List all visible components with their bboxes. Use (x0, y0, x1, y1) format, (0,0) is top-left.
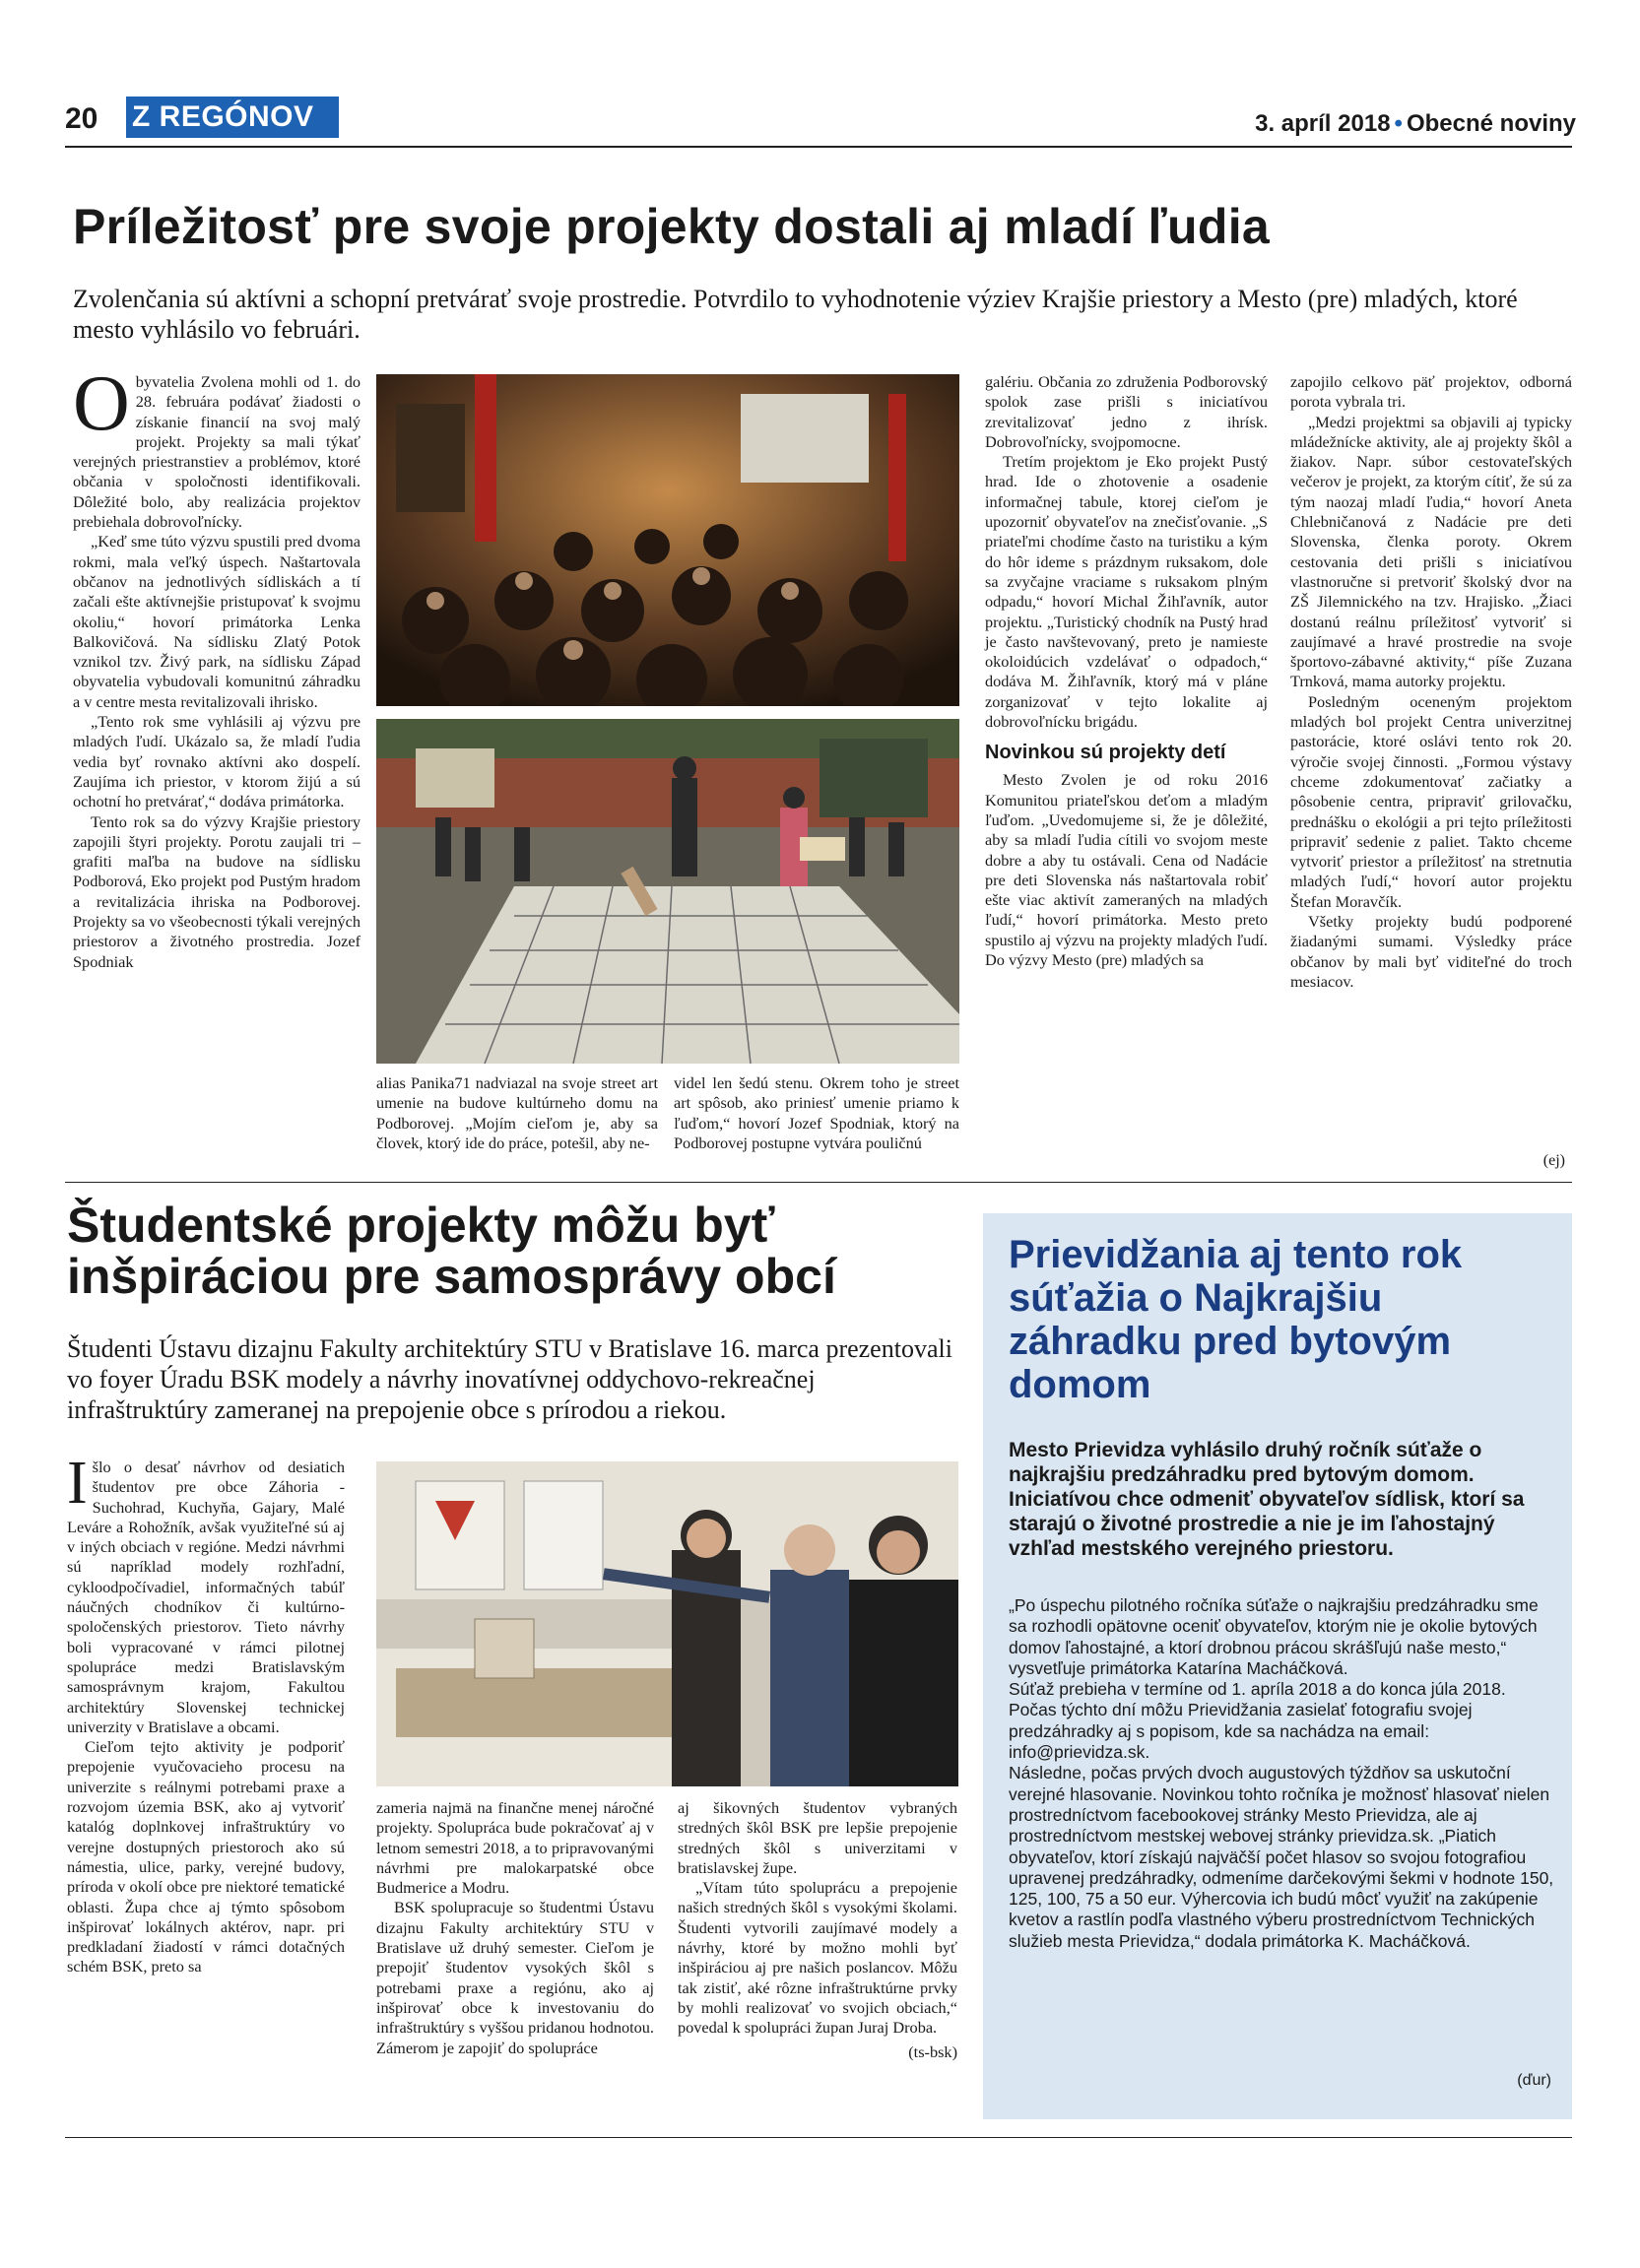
article2-column-1 (67, 1450, 345, 1977)
page-number: 20 (65, 102, 98, 135)
article1-paragraph: zapojilo celkovo päť projektov, odborná porota vybrala tri. (1290, 372, 1572, 412)
article2-photo-exhibition (376, 1461, 958, 1786)
article1-column-2 (376, 1073, 658, 1153)
article2-paragraph: aj šikovných študentov vybraných stredných škôl BSK pre lepšie prepojenie stredných škôl s univerzitami v bratislavskej župe. (678, 1798, 957, 1877)
publication-name: Obecné noviny (1406, 110, 1576, 137)
footer-rule (65, 2137, 1572, 2138)
article1-paragraph: alias Panika71 nadviazal na svoje street art umenie na budove kultúrneho domu na Podborovej. „Mojím cieľom je, aby sa človek, ktorý ide do práce, potešil, aby ne- (376, 1073, 658, 1152)
article2-lead: Študenti Ústavu dizajnu Fakulty architektúry STU v Bratislave 16. marca prezentovali vo foyer Úradu BSK modely a návrhy inovatívnej oddychovo-rekreačnej infraštruktúry zameranej na prepojenie obce s prírodou a riekou. (67, 1334, 952, 1424)
article1-lead: Zvolenčania sú aktívni a schopní pretvárať svoje prostredie. Potvrdilo to vyhodnotenie výziev Krajšie priestory a Mesto (pre) mladých, ktoré mesto vyhlásilo vo februári. (73, 285, 1518, 344)
article1-signature: (ej) (1542, 1152, 1565, 1169)
article1-column-4 (985, 372, 1268, 970)
article2-dropcap: I (67, 1450, 88, 1517)
sidebar-headline: Prievidžania aj tento rok súťažia o Najkrajšiu záhradku pred bytovým domom (1009, 1233, 1463, 1406)
section-label: Z REGÓNOV (126, 97, 339, 138)
article2-paragraph: šlo o desať návrhov od desiatich študentov pre obce Záhoria - Suchohrad, Kuchyňa, Gajary, Malé Leváre a Rohožník, avšak využiteľné sú aj v iných obciach v regióne. Medzi návrhmi sú napríklad modely rozhľadní, cykloodpočívadiel, informačných tabúľ náučných chodníkov či kultúrno-spoločenských priestorov. Tieto návrhy boli vypracované v rámci pilotnej spolupráce medzi Bratislavským samosprávnym krajom, Fakultou architektúry Slovenskej technickej univerzity v Bratislave a obcami. (67, 1458, 345, 1736)
article2-column-2 (376, 1798, 654, 2058)
article2-paragraph: zameria najmä na finančne menej náročné projekty. Spolupráca bude pokračovať aj v letnom semestri 2018, a to pripravovanými návrhmi pre malokarpatské obce Budmerice a Modru. (376, 1798, 654, 1898)
article1-paragraph: byvatelia Zvolena mohli od 1. do 28. februára podávať žiadosti o získanie financií na svoj malý projekt. Projekty sa mali týkať verejných priestranstiev a problémov, ktoré občania v spoločnosti identifikovali. Dôležité bolo, aby realizácia projektov prebiehala dobrovoľnícky. (73, 372, 361, 532)
article1-headline: Príležitosť pre svoje projekty dostali aj mladí ľudia (73, 199, 1271, 254)
article1-subheading: Novinkou sú projekty detí (985, 742, 1226, 764)
article1-paragraph: galériu. Občania zo združenia Podborovský spolok zase prišli s iniciatívou zrevitalizovať jedno z ihrísk. Dobrovoľnícky, svojpomocne. (985, 372, 1268, 451)
sidebar-paragraph: Následne, počas prvých dvoch augustových týždňov sa uskutoční verejné hlasovanie. Novinkou tohto ročníka je možnosť hlasovať nielen prostredníctvom facebookovej stránky Mesto Prievidza, ale aj prostredníctvom mestskej webovej stránky prievidza.sk. „Piatich obyvateľov, ktorí získajú najväčší počet hlasov so svojou fotografiou upravenej predzáhradky, odmeníme darčekovými šekmi v hodnote 150, 125, 100, 75 a 50 eur. Výhercovia ich budú môcť využiť na zakúpenie kvetov a rastlín podľa vlastného výberu prostredníctvom Technických služieb mesta Prievidza,“ dodala primátorka K. Macháčková. (1009, 1763, 1554, 1951)
article1-dropcap: O (73, 360, 130, 447)
sidebar-body (1009, 1595, 1556, 1952)
article1-paragraph: „Keď sme túto výzvu spustili pred dvoma rokmi, mala veľký úspech. Naštartovala občanov na jednotlivých sídliskách a tí začali ešte aktívnejšie pristupovať k svojmu okoliu,“ hovorí primátorka Lenka Balkovičová. Na sídlisku Zlatý Potok vznikol tzv. Živý park, na sídlisku Západ obyvatelia vybudovali komunitnú záhradku a v centre mesta revitalizovali ihrisko. (73, 532, 361, 711)
article1-paragraph: Tento rok sa do výzvy Krajšie priestory zapojili štyri projekty. Porotu zaujali tri – grafiti maľba na budove na sídlisku Podborová, Eko projekt pod Pustým hradom a revitalizácia ihriska na Podborovej. Projekty sa vo všeobecnosti týkali verejných priestorov a životného prostredia. Jozef Spodniak (73, 811, 361, 971)
issue-date: 3. apríl 2018 (1255, 110, 1391, 137)
article1-paragraph: Mesto Zvolen je od roku 2016 Komunitou priateľskou deťom a mladým ľuďom. „Uvedomujeme si, že je dôležité, aby sa mladí ľudia cítili vo svojom meste dobre a aby tu ostávali. Cena od Nadácie pre deti Slovenska nás naštartovala robiť ešte viac aktivít zameraných na mladých ľudí,“ hovorí primátorka. Mesto preto spustilo aj výzvu na projekty mladých ľudí. Do výzvy Mesto (pre) mladých sa (985, 770, 1268, 970)
issue-bullet: • (1394, 110, 1403, 137)
article1-paragraph: videl len šedú stenu. Okrem toho je street art spôsob, ako priniesť umenie priamo k ľuďom,“ hovorí Jozef Spodniak, ktorý na Podborovej postupne vytvára pouličnú (674, 1073, 959, 1152)
article1-photo-audience (376, 374, 959, 706)
article1-photo-street-game (376, 719, 959, 1064)
issue-info (1255, 110, 1576, 138)
article1-paragraph: Všetky projekty budú podporené žiadanými sumami. Výsledky práce občanov by mali byť viditeľné do troch mesiacov. (1290, 912, 1572, 991)
sidebar-paragraph: Súťaž prebieha v termíne od 1. apríla 2018 a do konca júla 2018. Počas týchto dní môžu Prievidžania zasielať fotografiu svojej predzáhradky aj s popisom, kde sa nachádza na email: info@prievidza.sk. (1009, 1679, 1506, 1763)
article1-paragraph: „Medzi projektmi sa objavili aj typicky mládežnícke aktivity, ale aj projekty škôl a žiakov. Napr. súbor cestovateľských večerov je projekt, za ktorým cítiť, že sú za tým naozaj mladí ľudia,“ hovorí Aneta Chlebničanová z Nadácie pre deti Slovenska, členka poroty. Okrem cestovania deti prišli s iniciatívou vlastnoručne si pretvoriť školský dvor na ZŠ Jilemnického na tzv. Hrajisko. „Žiaci dostanú reálnu príležitosť vytvoriť si zaujímavé a hravé prostredie na svoje športovo-zábavné aktivity,“ píše Zuzana Trnková, mama autorky projektu. (1290, 412, 1572, 691)
article1-column-5 (1290, 372, 1572, 992)
article2-column-3 (678, 1798, 957, 2062)
header-rule (65, 146, 1572, 148)
sidebar-lead: Mesto Prievidza vyhlásilo druhý ročník súťaže o najkrajšiu predzáhradku pred bytovým domom. Iniciatívou chce odmeniť obyvateľov sídlisk, ktorí sa starajú o životné prostredie a nie je im ľahostajný vzhľad mestského verejného priestoru. (1009, 1439, 1525, 1560)
article2-paragraph: BSK spolupracuje so študentmi Ústavu dizajnu Fakulty architektúry STU v Bratislave už druhý semester. Cieľom je prepojiť študentov vysokých škôl s potrebami praxe a regiónu, ako aj inšpirovať obce k investovaniu do infraštruktúry s vyššou pridanou hodnotou. Zámerom je zapojiť do spolupráce (376, 1898, 654, 2057)
article1-paragraph: Tretím projektom je Eko projekt Pustý hrad. Ide o zhotovenie a osadenie informačnej tabule, ktorej cieľom je upozorniť obyvateľov na znečisťovanie. „S priateľmi chodíme často na turistiku a kým do hôr ideme s prázdnym ruksakom, dole sa zvyčajne vraciame s ruksakom plným odpadu,“ hovorí Michal Žihľavník, autor projektu. „Turistický chodník na Pustý hrad je často navštevovaný, preto je namieste okoloidúcich vzdelávať o odpadoch,“ dodáva M. Žihľavník, ktorý má v pláne zorganizovať v tejto lokalite aj dobrovoľnícku brigádu. (985, 452, 1268, 732)
article1-column-3 (674, 1073, 959, 1153)
article2-paragraph: Cieľom tejto aktivity je podporiť prepojenie vyučovacieho procesu na univerzite s reálnymi potrebami praxe a rozvojom územia BSK, ako aj vytvoriť katalóg doplnkovej infraštruktúry vo verejne dostupných priestoroch ako sú námestia, ulice, parky, verejné budovy, príroda v okolí obce pre niektoré tematické oblasti. Župa chce aj týmto spôsobom inšpirovať lokálnych aktérov, napr. pri predkladaní žiadostí v rámci dotačných schém BSK, preto sa (67, 1737, 345, 1976)
article2-headline: Študentské projekty môžu byť inšpiráciou pre samosprávy obcí (67, 1198, 836, 1304)
article2-paragraph: „Vítam túto spoluprácu a prepojenie našich stredných škôl s vysokými školami. Študenti vytvorili zaujímavé modely a návrhy, ktoré by možno mohli byť inšpiráciou aj pre našich poslancov. Môžu tak zistiť, aké rôzne infraštruktúrne prvky by mohli realizovať vo svojich obciach,“ povedal k spolupráci župan Juraj Droba. (678, 1878, 957, 2038)
article2-signature: (ts-bsk) (908, 2041, 957, 2061)
sidebar-paragraph: „Po úspechu pilotného ročníka súťaže o najkrajšiu predzáhradku sme sa rozhodli opätovne oceniť obyvateľov, ktorým nie je okolie bytových domov ľahostajné, a ktorí drobnou prácou skrášľujú naše mesto,“ vysvetľuje primátorka Katarína Macháčková. (1009, 1595, 1539, 1678)
article-divider (65, 1182, 1572, 1183)
article1-column-1 (73, 360, 361, 972)
article1-paragraph: Posledným oceneným projektom mladých bol projekt Centra univerzitnej pastorácie, ktoré oslávi tento rok 20. výročie svojej činnosti. „Formou výstavy chceme zdokumentovať začiatky a pôsobenie centra, pripraviť grilovačku, prednášku o ekológii a pri tejto príležitosti pripraviť sedenie z paliet. Takto chceme vytvoriť priestor a príležitosť na stretnutia mladých ľudí,“ hovorí autor projektu Štefan Moravčík. (1290, 691, 1572, 911)
article1-paragraph: „Tento rok sme vyhlásili aj výzvu pre mladých ľudí. Ukázalo sa, že mladí ľudia vedia byť rovnako aktívni ako dospelí. Zaujíma ich priestor, v ktorom žijú a sú ochotní ho pretvárať,“ dodáva primátorka. (73, 712, 361, 811)
sidebar-signature: (ďur) (1517, 2072, 1551, 2089)
